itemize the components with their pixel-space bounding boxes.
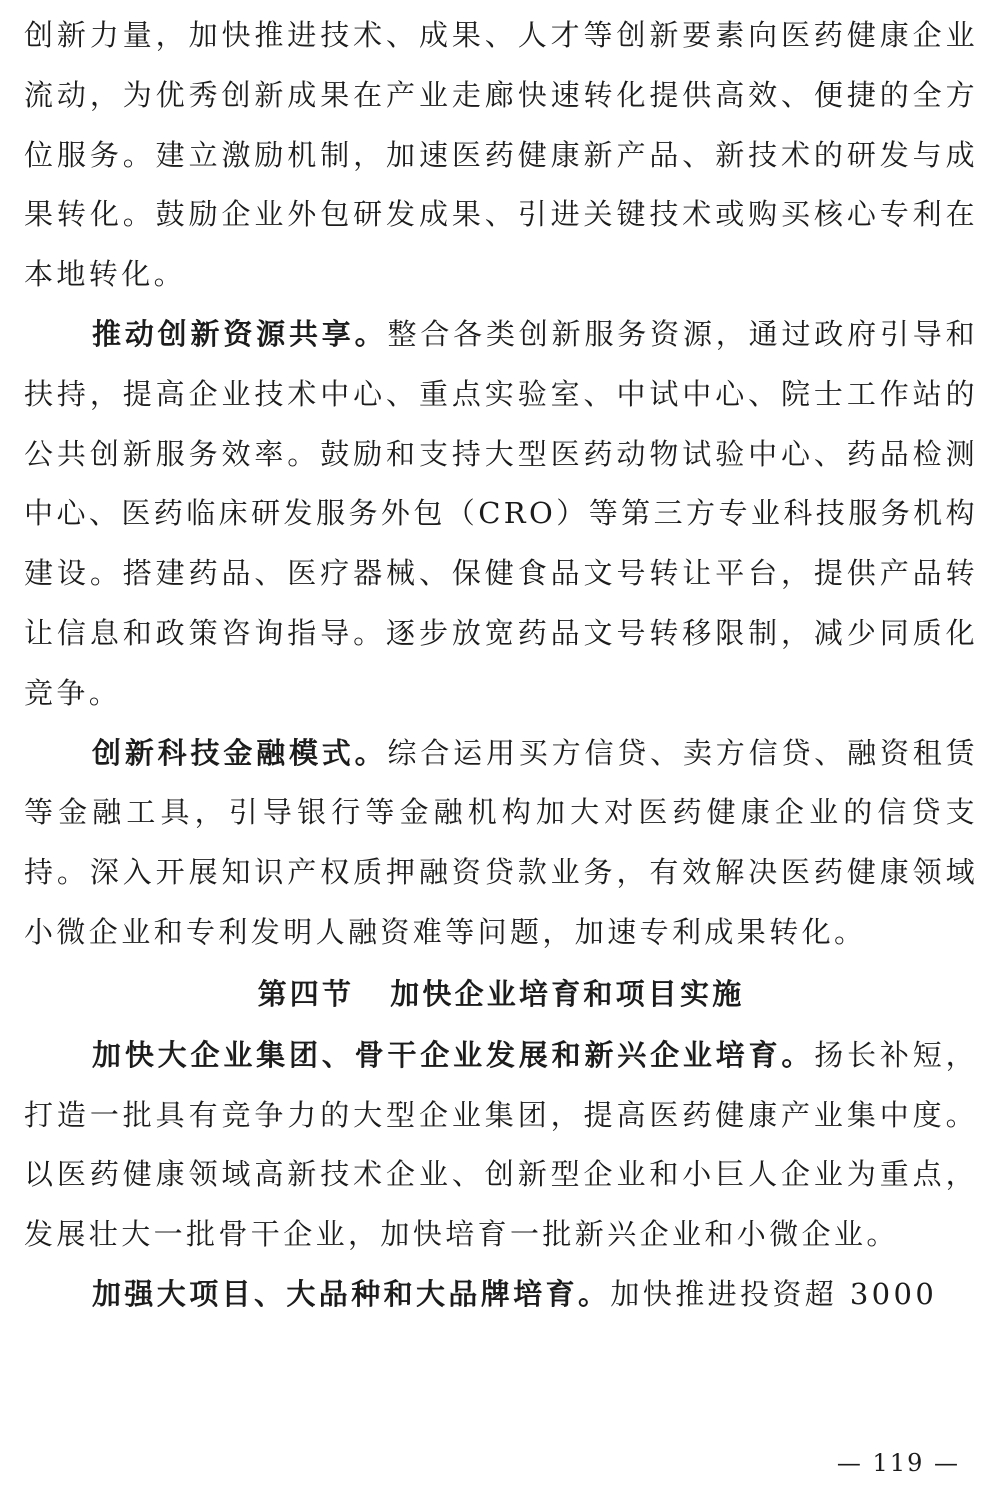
paragraph-lead: 创新科技金融模式。 xyxy=(92,735,388,770)
paragraph-lead: 推动创新资源共享。 xyxy=(92,316,388,351)
body-paragraph-1 xyxy=(24,6,978,305)
paragraph-lead: 加快大企业集团、骨干企业发展和新兴企业培育。 xyxy=(92,1037,815,1072)
section-title: 加快企业培育和项目实施 xyxy=(390,976,745,1011)
section-heading xyxy=(24,963,978,1026)
section-number: 第四节 xyxy=(257,976,355,1011)
paragraph-lead: 加强大项目、大品种和大品牌培育。 xyxy=(92,1276,611,1311)
paragraph-text: 整合各类创新服务资源，通过政府引导和扶持，提高企业技术中心、重点实验室、中试中心、院士工作站的公共创新服务效率。鼓励和支持大型医药动物试验中心、药品检测中心、医药临床研发服务外包（CRO）等第三方专业科技服务机构建设。搭建药品、医疗器械、保健食品文号转让平台，提供产品转让信息和政策咨询指导。逐步放宽药品文号转移限制，减少同质化竞争。 xyxy=(24,316,979,710)
paragraph-text: 创新力量，加快推进技术、成果、人才等创新要素向医药健康企业流动，为优秀创新成果在产业走廊快速转化提供高效、便捷的全方位服务。建立激励机制，加速医药健康新产品、新技术的研发与成果转化。鼓励企业外包研发成果、引进关键技术或购买核心专利在本地转化。 xyxy=(24,18,978,292)
section-paragraph-1 xyxy=(24,1026,978,1265)
paragraph-text: 扬长补短，打造一批具有竞争力的大型企业集团，提高医药健康产业集中度。以医药健康领域高新技术企业、创新型企业和小巨人企业为重点，发展壮大一批骨干企业，加快培育一批新兴企业和小微企业。 xyxy=(24,1037,978,1252)
section-paragraph-2 xyxy=(24,1265,978,1325)
paragraph-text: 加快推进投资超 3000 xyxy=(610,1276,938,1311)
body-paragraph-3 xyxy=(24,724,978,963)
paragraph-text: 综合运用买方信贷、卖方信贷、融资租赁等金融工具，引导银行等金融机构加大对医药健康企业的信贷支持。深入开展知识产权质押融资贷款业务，有效解决医药健康领域小微企业和专利发明人融资难等问题，加速专利成果转化。 xyxy=(24,735,979,949)
page-number: — 119 — xyxy=(836,1449,960,1477)
body-paragraph-2 xyxy=(24,305,978,724)
